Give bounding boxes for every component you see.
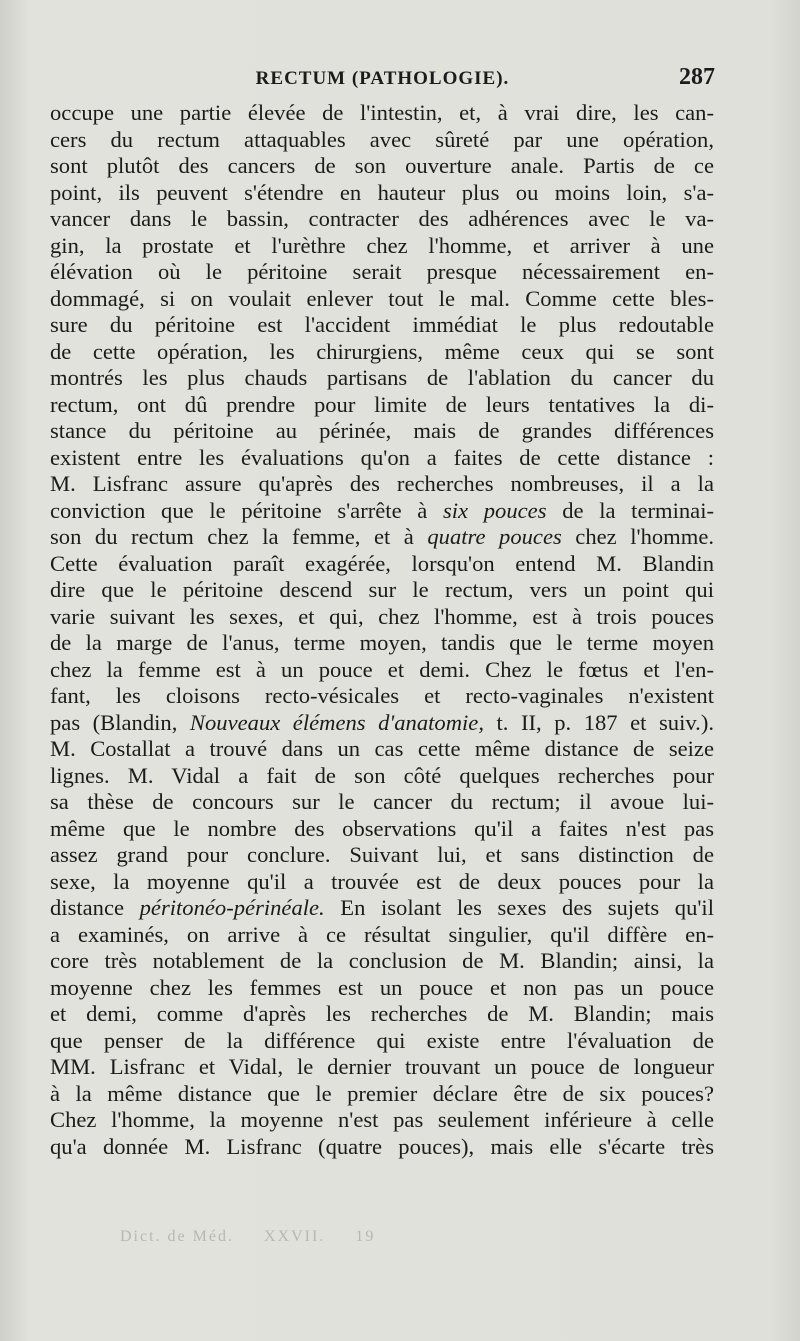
text-line: de la marge de l'anus, terme moyen, tandis que le terme moyen	[50, 630, 714, 655]
text-line: élévation où le péritoine serait presque nécessairement en-	[50, 259, 714, 284]
text-line: M. Costallat a trouvé dans un cas cette même distance de seize	[50, 736, 714, 761]
text-line	[50, 895, 714, 922]
text-line: gin, la prostate et l'urèthre chez l'homme, et arriver à une	[50, 232, 714, 258]
text-line: stance du péritoine au périnée, mais de grandes différences	[50, 418, 714, 443]
text-line	[50, 710, 714, 737]
text-run: pas (Blandin,	[50, 709, 190, 735]
text-line: sont plutôt des cancers de son ouverture anale. Partis de ce	[50, 153, 714, 178]
text-run: t. II, p. 187 et suiv.).	[483, 709, 714, 735]
text-line: core très notablement de la conclusion de M. Blandin; ainsi, la	[50, 948, 714, 973]
text-line: MM. Lisfranc et Vidal, le dernier trouvant un pouce de longueur	[50, 1054, 714, 1079]
text-run: de la terminai-	[546, 497, 714, 523]
body-text	[50, 100, 714, 1160]
signature-mid: XXVII.	[263, 1228, 326, 1245]
text-line: varie suivant les sexes, et qui, chez l'homme, est à trois pouces	[50, 603, 714, 629]
text-line: occupe une partie élevée de l'intestin, et, à vrai dire, les can-	[50, 100, 714, 125]
text-line: vancer dans le bassin, contracter des adhérences avec le va-	[50, 206, 714, 231]
text-line: cers du rectum attaquables avec sûreté par une opération,	[50, 126, 714, 152]
italic-phrase: péritonéo-périnéale.	[139, 895, 325, 920]
text-line: Chez l'homme, la moyenne n'est pas seulement inférieure à celle	[50, 1107, 714, 1132]
signature-right: 19	[355, 1228, 376, 1245]
text-line: qu'a donnée M. Lisfranc (quatre pouces), mais elle s'écarte très	[50, 1133, 714, 1159]
text-line: même que le nombre des observations qu'il a faites n'est pas	[50, 815, 714, 841]
text-run: son du rectum chez la femme, et à	[50, 524, 428, 549]
text-run: En isolant les sexes des sujets qu'il	[324, 895, 714, 920]
italic-phrase: Nouveaux élémens d'anatomie,	[189, 709, 484, 735]
text-line: point, ils peuvent s'étendre en hauteur plus ou moins loin, s'a-	[50, 179, 714, 205]
page-number: 287	[679, 64, 715, 90]
text-line: fant, les cloisons recto-vésicales et recto-vaginales n'existent	[50, 683, 714, 708]
text-line: rectum, ont dû prendre pour limite de leurs tentatives la di-	[50, 391, 714, 417]
italic-phrase: quatre pouces	[427, 524, 562, 549]
italic-phrase: six pouces	[442, 497, 547, 523]
text-line: de cette opération, les chirurgiens, même ceux qui se sont	[50, 338, 714, 364]
signature-left: Dict. de Méd.	[120, 1228, 234, 1245]
text-line: dire que le péritoine descend sur le rectum, vers un point qui	[50, 577, 714, 602]
text-line: M. Lisfranc assure qu'après des recherches nombreuses, il a la	[50, 471, 714, 496]
text-line: dommagé, si on voulait enlever tout le mal. Comme cette bles-	[50, 285, 714, 311]
text-line: Cette évaluation paraît exagérée, lorsqu'on entend M. Blandin	[50, 550, 714, 576]
text-line: montrés les plus chauds partisans de l'ablation du cancer du	[50, 365, 714, 390]
text-line: sexe, la moyenne qu'il a trouvée est de deux pouces pour la	[50, 868, 714, 894]
text-line: sure du péritoine est l'accident immédiat le plus redoutable	[50, 312, 714, 337]
text-run: distance	[50, 895, 140, 920]
text-line: assez grand pour conclure. Suivant lui, et sans distinction de	[50, 842, 714, 867]
running-title: RECTUM (PATHOLOGIE).	[255, 68, 510, 89]
text-line: existent entre les évaluations qu'on a faites de cette distance :	[50, 444, 714, 470]
text-line: sa thèse de concours sur le cancer du rectum; il avoue lui-	[50, 789, 714, 814]
text-run: chez l'homme.	[561, 524, 714, 549]
text-line: lignes. M. Vidal a fait de son côté quelques recherches pour	[50, 762, 714, 788]
text-line	[50, 498, 714, 525]
text-line: chez la femme est à un pouce et demi. Chez le fœtus et l'en-	[50, 656, 714, 682]
text-line: et demi, comme d'après les recherches de M. Blandin; mais	[50, 1001, 714, 1026]
page-header	[50, 64, 715, 96]
text-line: que penser de la différence qui existe entre l'évaluation de	[50, 1027, 714, 1053]
text-run: conviction que le péritoine s'arrête à	[50, 497, 443, 523]
text-line: a examinés, on arrive à ce résultat singulier, qu'il diffère en-	[50, 921, 714, 947]
text-line	[50, 524, 714, 551]
text-line: à la même distance que le premier déclare être de six pouces?	[50, 1080, 714, 1106]
text-line: moyenne chez les femmes est un pouce et non pas un pouce	[50, 974, 714, 1000]
signature-mark	[120, 1228, 640, 1246]
